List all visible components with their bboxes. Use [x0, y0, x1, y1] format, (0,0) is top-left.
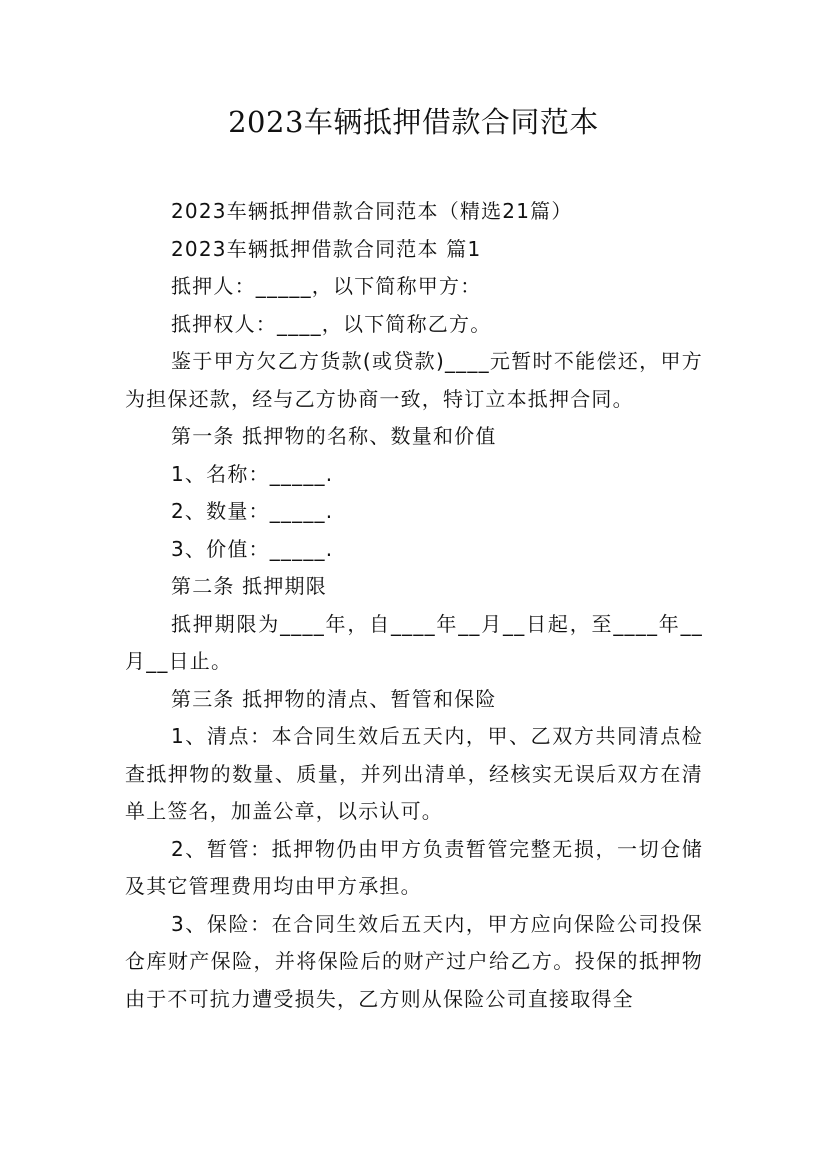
article-1-item-name: 1、名称：_____. — [171, 461, 334, 486]
article-3-heading: 第三条 抵押物的清点、暂管和保险 — [171, 686, 497, 711]
paragraph-mortgagee: 抵押权人：____，以下简称乙方。 — [171, 311, 492, 336]
document-title: 2023车辆抵押借款合同范本 — [228, 105, 599, 139]
article-3-item-custody: 2、暂管：抵押物仍由甲方负责暂管完整无损，一切仓储及其它管理费用均由甲方承担。 — [125, 836, 703, 898]
article-1-item-value: 3、价值：_____. — [171, 536, 334, 561]
article-1-item-quantity: 2、数量：_____. — [171, 499, 334, 523]
paragraph-collection-title: 2023车辆抵押借款合同范本（精选21篇） — [171, 199, 573, 223]
paragraph-chapter-heading: 2023车辆抵押借款合同范本 篇1 — [171, 236, 482, 261]
paragraph-mortgagor: 抵押人：_____，以下简称甲方： — [171, 274, 482, 298]
article-1-heading: 第一条 抵押物的名称、数量和价值 — [171, 424, 497, 448]
article-3-item-insurance: 3、保险：在合同生效后五天内，甲方应向保险公司投保仓库财产保险，并将保险后的财产过户给乙方。投保的抵押物由于不可抗力遭受损失，乙方则从保险公司直接取得全 — [125, 911, 703, 1011]
article-3-item-inventory: 1、清点：本合同生效后五天内，甲、乙双方共同清点检查抵押物的数量、质量，并列出清单，经核实无误后双方在清单上签名，加盖公章，以示认可。 — [125, 724, 703, 823]
paragraph-preamble: 鉴于甲方欠乙方货款(或贷款)____元暂时不能偿还，甲方为担保还款，经与乙方协商一致，特订立本抵押合同。 — [125, 349, 703, 411]
article-2-term: 抵押期限为____年，自____年__月__日起，至____年__月__日止。 — [125, 611, 703, 673]
document-body — [125, 193, 703, 1018]
article-2-heading: 第二条 抵押期限 — [171, 574, 327, 598]
